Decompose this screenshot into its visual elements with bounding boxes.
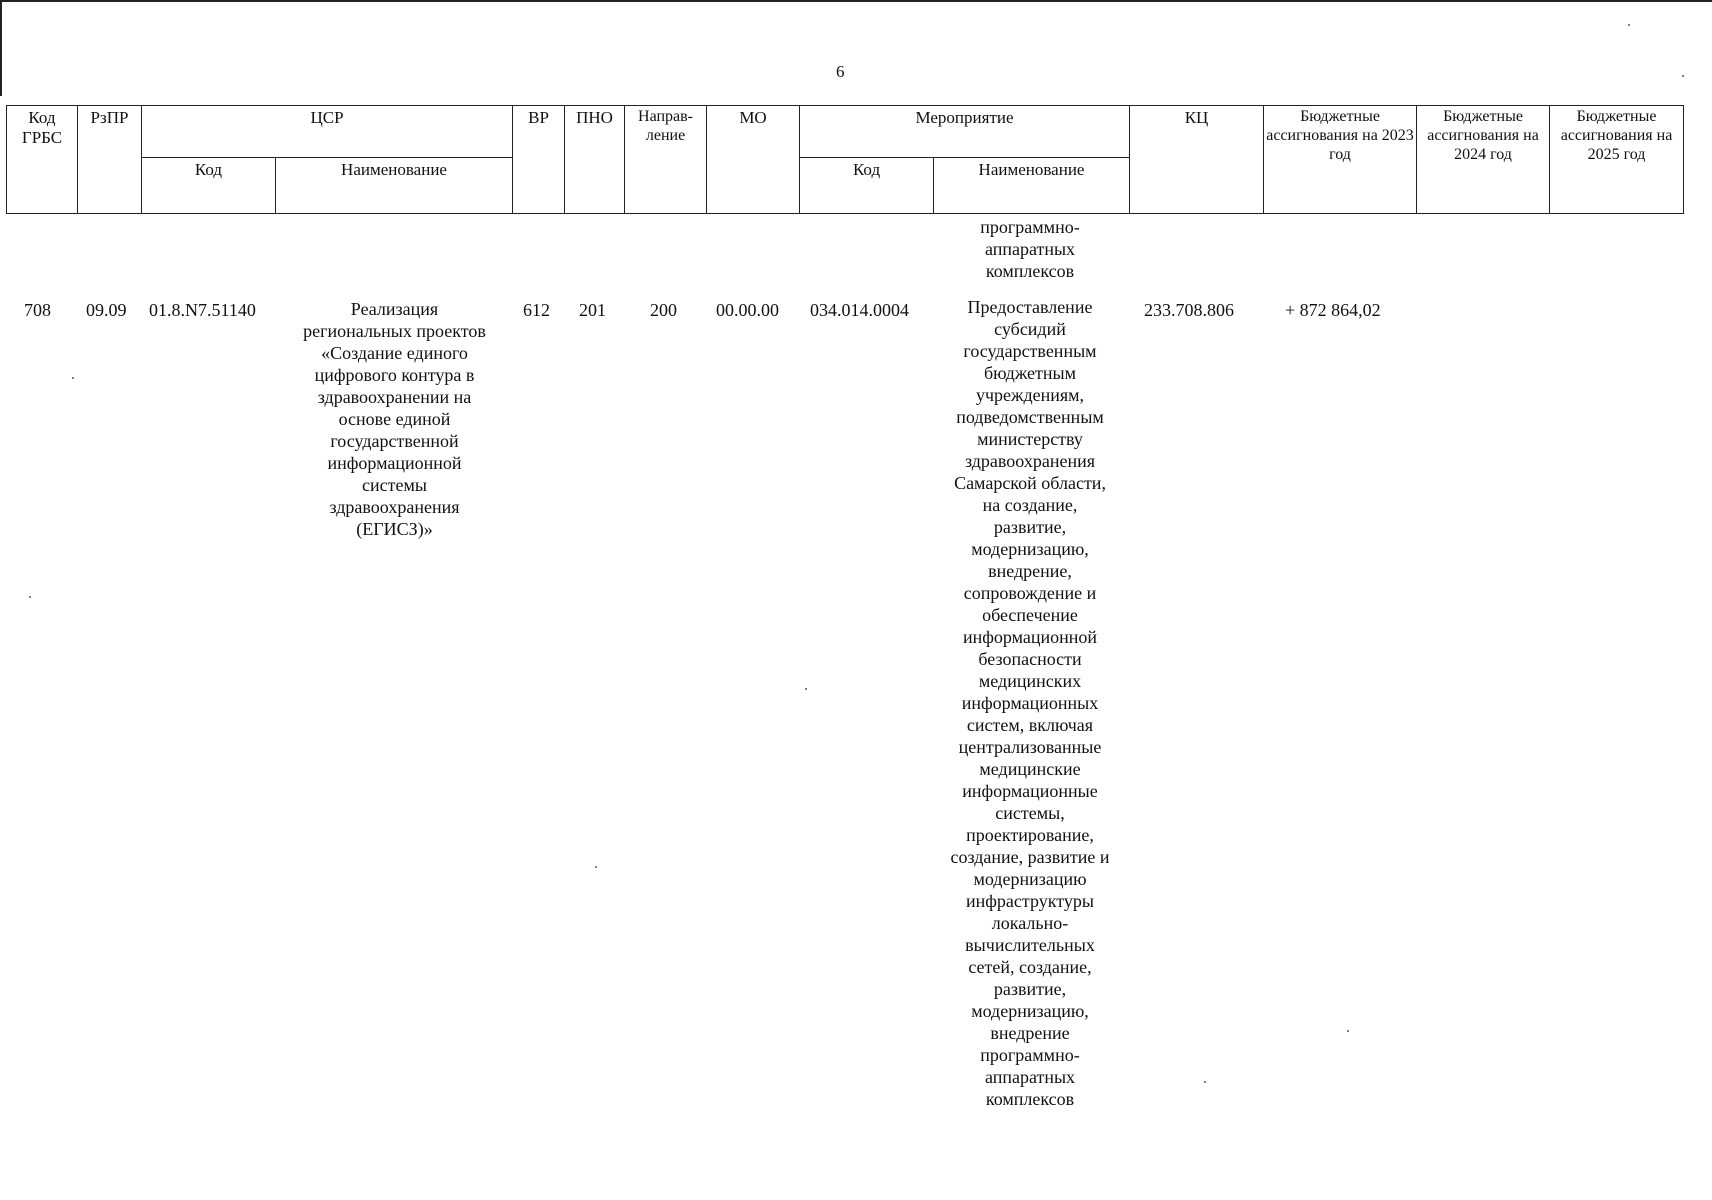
- scan-speck: [1628, 24, 1630, 26]
- row-csr-kod: 01.8.N7.51140: [149, 300, 256, 320]
- header-budget-2025: Бюджетные ассигнования на 2025 год: [1550, 106, 1684, 214]
- scan-speck: [1347, 1030, 1349, 1032]
- header-pno: ПНО: [565, 106, 625, 214]
- row-vr: 612: [523, 300, 550, 320]
- header-csr-name: Наименование: [276, 158, 513, 214]
- header-kc: КЦ: [1130, 106, 1264, 214]
- header-napravlenie: Направ- ление: [625, 106, 707, 214]
- header-mer-name: Наименование: [934, 158, 1130, 214]
- row-mer-kod: 034.014.0004: [810, 300, 909, 320]
- scan-speck: [805, 688, 807, 690]
- row-kod-grbs: 708: [24, 300, 51, 320]
- scan-border-left: [0, 0, 2, 96]
- header-vr: ВР: [513, 106, 565, 214]
- header-csr-kod: Код: [142, 158, 276, 214]
- scan-border-top: [0, 0, 1712, 2]
- page-number: 6: [836, 62, 845, 81]
- header-kod-grbs: Код ГРБС: [7, 106, 78, 214]
- header-meropriyatie: Мероприятие: [800, 106, 1130, 158]
- scan-speck: [1204, 1081, 1206, 1083]
- header-mer-kod: Код: [800, 158, 934, 214]
- continuation-text: программно- аппаратных комплексов: [980, 217, 1080, 281]
- header-rzpr: РзПР: [78, 106, 142, 214]
- row-mo: 00.00.00: [716, 300, 779, 320]
- table-header: [6, 105, 1684, 214]
- scan-speck: [1682, 75, 1684, 77]
- header-budget-2024: Бюджетные ассигнования на 2024 год: [1417, 106, 1550, 214]
- header-budget-2023: Бюджетные ассигнования на 2023 год: [1264, 106, 1417, 214]
- row-rzpr: 09.09: [86, 300, 127, 320]
- row-mer-name: Предоставление субсидий государственным бюджетным учреждениям, подведомственным министерству здравоохранения Самарской области, на создание, развитие, модернизацию, внедрение, сопровождение и обеспечение информационной безопасности медицинских информационных систем, включая централизованные медицинские информационные системы, проектирование, создание, развитие и модернизацию инфраструктуры локально- вычислительных сетей, создание, развитие, модернизацию, внедрение программно- аппаратных комплексов: [950, 297, 1110, 1109]
- scan-speck: [595, 866, 597, 868]
- header-csr: ЦСР: [142, 106, 513, 158]
- row-csr-name: Реализация региональных проектов «Создание единого цифрового контура в здравоохранении на основе единой государственной информационной системы здравоохранения (ЕГИСЗ)»: [303, 299, 486, 539]
- row-kc: 233.708.806: [1144, 300, 1234, 320]
- header-mo: МО: [707, 106, 800, 214]
- scan-speck: [72, 377, 74, 379]
- row-napravlenie: 200: [650, 300, 677, 320]
- row-budget-2023: + 872 864,02: [1285, 300, 1381, 320]
- row-pno: 201: [579, 300, 606, 320]
- scan-speck: [29, 596, 31, 598]
